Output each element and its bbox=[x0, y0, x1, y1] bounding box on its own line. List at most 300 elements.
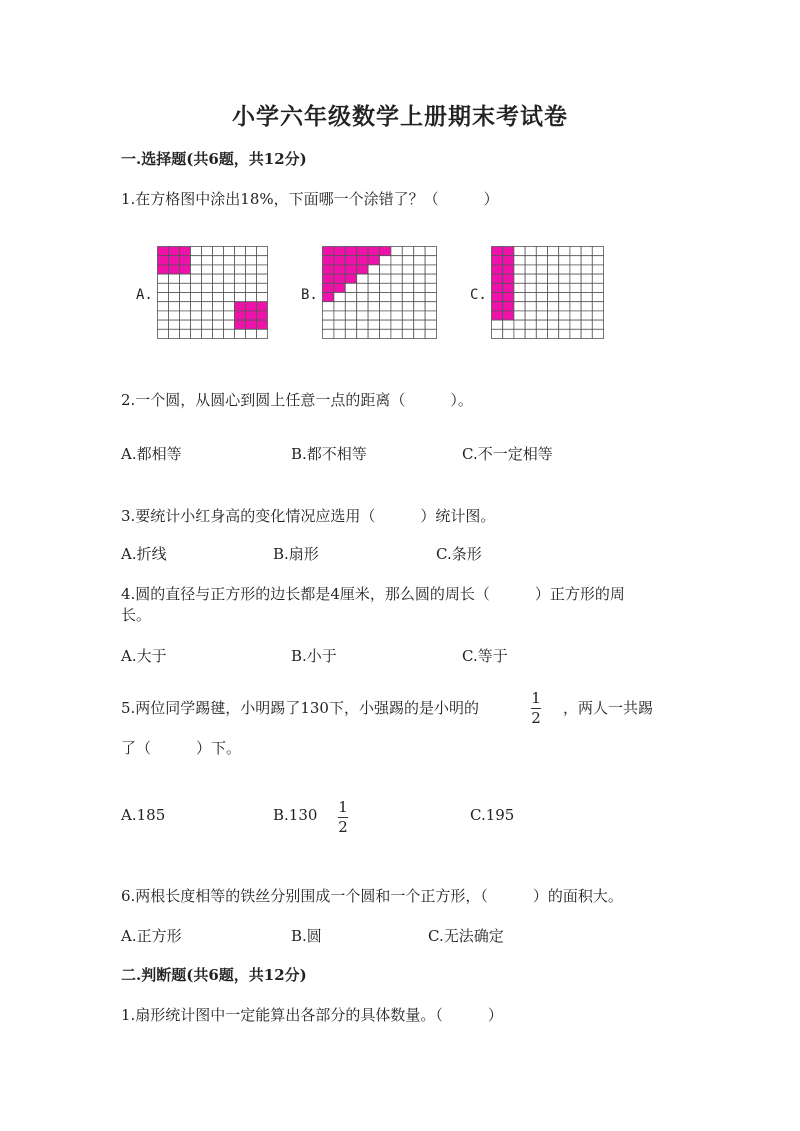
grid-cell bbox=[180, 293, 191, 302]
grid-cell-shaded bbox=[246, 320, 257, 329]
question-4-option-b[interactable]: B.小于 bbox=[291, 647, 337, 665]
grid-cell bbox=[180, 302, 191, 311]
grid-cell-shaded bbox=[492, 302, 503, 311]
grid-cell bbox=[191, 302, 202, 311]
grid-cell bbox=[213, 320, 224, 329]
grid-cell bbox=[169, 283, 180, 292]
grid-cell bbox=[414, 265, 425, 274]
grid-cell bbox=[202, 320, 213, 329]
grid-cell bbox=[525, 311, 536, 320]
grid-cell-shaded bbox=[492, 256, 503, 265]
grid-cell-shaded bbox=[492, 283, 503, 292]
grid-cell-shaded bbox=[257, 320, 268, 329]
grid-cell bbox=[257, 247, 268, 256]
grid-cell bbox=[191, 293, 202, 302]
grid-cell-shaded bbox=[357, 265, 368, 274]
grid-cell bbox=[514, 247, 525, 256]
grid-cell bbox=[402, 320, 413, 329]
grid-cell-shaded bbox=[503, 293, 514, 302]
grid-cell bbox=[158, 311, 169, 320]
grid-cell bbox=[246, 274, 257, 283]
grid-cell bbox=[202, 256, 213, 265]
grid-cell bbox=[559, 329, 570, 338]
grid-cell-shaded bbox=[235, 302, 246, 311]
grid-cell bbox=[191, 247, 202, 256]
grid-cell bbox=[257, 283, 268, 292]
grid-cell bbox=[235, 274, 246, 283]
grid-cell bbox=[224, 320, 235, 329]
grid-cell bbox=[368, 320, 379, 329]
grid-cell bbox=[391, 302, 402, 311]
grid-cell-shaded bbox=[235, 320, 246, 329]
grid-cell bbox=[503, 320, 514, 329]
grid-cell bbox=[592, 311, 603, 320]
grid-cell bbox=[334, 311, 345, 320]
grid-cell bbox=[581, 283, 592, 292]
grid-cell bbox=[414, 293, 425, 302]
grid-cell bbox=[559, 265, 570, 274]
grid-cell bbox=[169, 302, 180, 311]
grid-cell bbox=[345, 311, 356, 320]
grid-cell bbox=[536, 247, 547, 256]
grid-cell bbox=[391, 256, 402, 265]
grid-cell bbox=[414, 247, 425, 256]
grid-cell bbox=[202, 274, 213, 283]
grid-cell bbox=[570, 302, 581, 311]
grid-cell-shaded bbox=[368, 247, 379, 256]
grid-cell bbox=[514, 320, 525, 329]
grid-cell bbox=[402, 274, 413, 283]
grid-cell bbox=[525, 320, 536, 329]
grid-cell bbox=[257, 329, 268, 338]
grid-cell bbox=[514, 274, 525, 283]
grid-cell bbox=[224, 256, 235, 265]
grid-cell-shaded bbox=[503, 311, 514, 320]
grid-cell bbox=[224, 274, 235, 283]
question-3-text: 3.要统计小红身高的变化情况应选用（ ）统计图。 bbox=[121, 507, 496, 525]
grid-cell bbox=[380, 256, 391, 265]
grid-cell bbox=[402, 247, 413, 256]
question-4-option-a[interactable]: A.大于 bbox=[121, 647, 167, 665]
grid-cell bbox=[425, 293, 436, 302]
grid-cell bbox=[492, 329, 503, 338]
grid-cell bbox=[425, 302, 436, 311]
grid-cell bbox=[570, 256, 581, 265]
grid-cell bbox=[202, 247, 213, 256]
grid-cell bbox=[213, 247, 224, 256]
grid-cell bbox=[357, 283, 368, 292]
grid-cell-shaded bbox=[357, 247, 368, 256]
grid-cell bbox=[570, 320, 581, 329]
fraction-numerator: 1 bbox=[338, 798, 348, 816]
grid-cell bbox=[169, 293, 180, 302]
grid-c bbox=[491, 246, 604, 339]
grid-cell bbox=[391, 274, 402, 283]
question-2-option-a[interactable]: A.都相等 bbox=[121, 445, 182, 463]
grid-cell bbox=[202, 311, 213, 320]
grid-cell bbox=[592, 274, 603, 283]
grid-cell bbox=[548, 274, 559, 283]
grid-cell bbox=[345, 320, 356, 329]
question-5-fraction bbox=[531, 690, 541, 727]
grid-cell bbox=[357, 274, 368, 283]
grid-cell bbox=[357, 320, 368, 329]
grid-cell bbox=[380, 293, 391, 302]
grid-cell bbox=[235, 283, 246, 292]
grid-cell bbox=[548, 293, 559, 302]
grid-cell bbox=[581, 274, 592, 283]
grid-cell bbox=[581, 320, 592, 329]
grid-cell-shaded bbox=[323, 293, 334, 302]
grid-cell bbox=[191, 283, 202, 292]
grid-a bbox=[157, 246, 268, 339]
grid-cell bbox=[402, 311, 413, 320]
grid-cell bbox=[525, 283, 536, 292]
grid-cell bbox=[158, 283, 169, 292]
grid-cell bbox=[548, 329, 559, 338]
grid-cell bbox=[525, 293, 536, 302]
grid-cell bbox=[581, 293, 592, 302]
grid-cell-shaded bbox=[169, 247, 180, 256]
grid-cell bbox=[559, 283, 570, 292]
grid-cell bbox=[548, 247, 559, 256]
grid-cell bbox=[592, 283, 603, 292]
grid-cell bbox=[536, 256, 547, 265]
grid-cell bbox=[391, 293, 402, 302]
grid-cell bbox=[246, 329, 257, 338]
grid-cell bbox=[213, 265, 224, 274]
grid-cell bbox=[414, 329, 425, 338]
grid-cell-shaded bbox=[246, 302, 257, 311]
grid-cell bbox=[368, 265, 379, 274]
grid-cell bbox=[592, 247, 603, 256]
grid-cell bbox=[246, 247, 257, 256]
grid-cell bbox=[570, 329, 581, 338]
grid-cell bbox=[548, 283, 559, 292]
grid-cell-shaded bbox=[345, 274, 356, 283]
grid-cell bbox=[559, 256, 570, 265]
grid-cell-shaded bbox=[169, 256, 180, 265]
grid-cell bbox=[581, 329, 592, 338]
question-5-text-line2: 了（ ）下。 bbox=[121, 739, 242, 757]
grid-cell bbox=[425, 320, 436, 329]
grid-cell bbox=[257, 293, 268, 302]
grid-cell bbox=[257, 256, 268, 265]
grid-cell bbox=[548, 320, 559, 329]
grid-cell bbox=[191, 256, 202, 265]
question-5-option-a[interactable]: A.185 bbox=[121, 806, 166, 824]
grid-cell bbox=[180, 329, 191, 338]
grid-cell bbox=[334, 302, 345, 311]
grid-cell bbox=[581, 311, 592, 320]
grid-cell bbox=[525, 247, 536, 256]
grid-cell bbox=[425, 274, 436, 283]
grid-cell bbox=[213, 302, 224, 311]
fraction-denominator: 2 bbox=[531, 709, 541, 727]
grid-cell bbox=[334, 320, 345, 329]
grid-cell bbox=[391, 320, 402, 329]
grid-cell bbox=[425, 283, 436, 292]
grid-cell bbox=[536, 283, 547, 292]
grid-cell bbox=[169, 311, 180, 320]
grid-cell bbox=[334, 293, 345, 302]
grid-cell bbox=[224, 283, 235, 292]
grid-cell-shaded bbox=[492, 311, 503, 320]
grid-cell bbox=[570, 311, 581, 320]
grid-cell bbox=[536, 265, 547, 274]
grid-cell bbox=[592, 320, 603, 329]
grid-cell bbox=[414, 283, 425, 292]
grid-b-label: B. bbox=[301, 287, 318, 303]
grid-cell bbox=[368, 302, 379, 311]
question-4-text-line2: 长。 bbox=[121, 606, 152, 624]
grid-cell bbox=[380, 311, 391, 320]
grid-cell bbox=[213, 329, 224, 338]
grid-cell bbox=[391, 311, 402, 320]
grid-cell bbox=[525, 274, 536, 283]
grid-cell bbox=[581, 302, 592, 311]
grid-cell-shaded bbox=[492, 293, 503, 302]
section-heading-choice: 一.选择题(共6题，共12分) bbox=[121, 150, 307, 168]
grid-cell-shaded bbox=[503, 256, 514, 265]
question-5-option-b[interactable]: B.130 bbox=[273, 806, 318, 824]
grid-cell bbox=[224, 247, 235, 256]
grid-cell bbox=[380, 265, 391, 274]
grid-cell bbox=[514, 302, 525, 311]
question-3-option-c[interactable]: C.条形 bbox=[436, 545, 482, 563]
grid-cell bbox=[213, 283, 224, 292]
question-3-option-a[interactable]: A.折线 bbox=[121, 545, 167, 563]
grid-cell bbox=[514, 329, 525, 338]
grid-cell bbox=[414, 302, 425, 311]
grid-cell-shaded bbox=[380, 247, 391, 256]
grid-cell bbox=[402, 302, 413, 311]
grid-cell-shaded bbox=[503, 283, 514, 292]
grid-cell bbox=[592, 256, 603, 265]
grid-cell bbox=[158, 302, 169, 311]
grid-cell bbox=[380, 302, 391, 311]
grid-b bbox=[322, 246, 437, 339]
grid-cell bbox=[213, 293, 224, 302]
grid-cell bbox=[191, 311, 202, 320]
grid-cell bbox=[525, 302, 536, 311]
grid-cell bbox=[592, 265, 603, 274]
grid-cell-shaded bbox=[257, 302, 268, 311]
grid-cell-shaded bbox=[169, 265, 180, 274]
grid-cell bbox=[536, 311, 547, 320]
grid-cell bbox=[158, 329, 169, 338]
grid-cell bbox=[581, 247, 592, 256]
grid-cell bbox=[380, 329, 391, 338]
grid-cell bbox=[425, 265, 436, 274]
grid-cell bbox=[180, 311, 191, 320]
grid-cell bbox=[492, 320, 503, 329]
question-2-text: 2.一个圆，从圆心到圆上任意一点的距离（ ）。 bbox=[121, 391, 473, 409]
grid-cell bbox=[559, 320, 570, 329]
grid-cell bbox=[191, 329, 202, 338]
grid-cell bbox=[235, 265, 246, 274]
grid-cell bbox=[235, 256, 246, 265]
grid-cell-shaded bbox=[323, 283, 334, 292]
grid-cell-shaded bbox=[180, 247, 191, 256]
grid-cell bbox=[548, 302, 559, 311]
grid-cell bbox=[180, 320, 191, 329]
grid-cell bbox=[323, 311, 334, 320]
question-5-text-before: 5.两位同学踢毽，小明踢了130下，小强踢的是小明的 bbox=[121, 699, 479, 717]
grid-cell bbox=[536, 329, 547, 338]
grid-cell bbox=[224, 329, 235, 338]
grid-cell bbox=[202, 283, 213, 292]
grid-cell bbox=[425, 256, 436, 265]
grid-cell bbox=[345, 283, 356, 292]
grid-cell bbox=[213, 274, 224, 283]
grid-cell bbox=[581, 256, 592, 265]
grid-cell bbox=[559, 293, 570, 302]
grid-cell bbox=[536, 293, 547, 302]
grid-cell bbox=[525, 256, 536, 265]
grid-cell-shaded bbox=[368, 256, 379, 265]
grid-cell bbox=[425, 311, 436, 320]
grid-cell-shaded bbox=[257, 311, 268, 320]
grid-cell bbox=[202, 329, 213, 338]
grid-cell bbox=[213, 256, 224, 265]
grid-cell bbox=[323, 329, 334, 338]
grid-cell bbox=[559, 311, 570, 320]
grid-cell bbox=[592, 329, 603, 338]
grid-cell-shaded bbox=[503, 265, 514, 274]
question-5-option-c[interactable]: C.195 bbox=[470, 806, 515, 824]
question-6-option-c[interactable]: C.无法确定 bbox=[428, 927, 504, 945]
grid-cell bbox=[380, 274, 391, 283]
grid-c-label: C. bbox=[470, 287, 487, 303]
grid-cell bbox=[213, 311, 224, 320]
grid-cell bbox=[368, 283, 379, 292]
grid-cell bbox=[559, 274, 570, 283]
grid-cell-shaded bbox=[323, 274, 334, 283]
grid-cell-shaded bbox=[323, 256, 334, 265]
grid-cell bbox=[169, 274, 180, 283]
grid-a-label: A. bbox=[136, 287, 153, 303]
grid-cell bbox=[357, 329, 368, 338]
grid-cell bbox=[357, 302, 368, 311]
grid-cell-shaded bbox=[180, 256, 191, 265]
fraction-numerator: 1 bbox=[531, 689, 541, 707]
question-3-option-b[interactable]: B.扇形 bbox=[273, 545, 319, 563]
grid-cell-shaded bbox=[334, 274, 345, 283]
grid-cell bbox=[570, 293, 581, 302]
question-4-option-c[interactable]: C.等于 bbox=[462, 647, 508, 665]
grid-cell-shaded bbox=[492, 265, 503, 274]
grid-cell bbox=[391, 283, 402, 292]
grid-cell bbox=[414, 274, 425, 283]
grid-cell bbox=[235, 293, 246, 302]
grid-cell bbox=[357, 293, 368, 302]
grid-cell bbox=[592, 293, 603, 302]
tf-question-1-text: 1.扇形统计图中一定能算出各部分的具体数量。（ ） bbox=[121, 1006, 503, 1024]
grid-cell-shaded bbox=[235, 311, 246, 320]
grid-cell-shaded bbox=[357, 256, 368, 265]
grid-cell bbox=[559, 247, 570, 256]
grid-cell bbox=[246, 256, 257, 265]
grid-cell bbox=[368, 293, 379, 302]
grid-cell bbox=[581, 265, 592, 274]
grid-cell bbox=[345, 293, 356, 302]
question-6-option-a[interactable]: A.正方形 bbox=[121, 927, 182, 945]
grid-cell bbox=[191, 320, 202, 329]
grid-cell bbox=[257, 274, 268, 283]
grid-cell-shaded bbox=[246, 311, 257, 320]
grid-cell bbox=[402, 329, 413, 338]
grid-cell-shaded bbox=[158, 247, 169, 256]
grid-cell bbox=[414, 320, 425, 329]
fraction-denominator: 2 bbox=[338, 818, 348, 836]
grid-cell bbox=[345, 302, 356, 311]
grid-cell bbox=[536, 302, 547, 311]
grid-cell bbox=[368, 274, 379, 283]
question-2-option-c[interactable]: C.不一定相等 bbox=[462, 445, 553, 463]
grid-cell bbox=[514, 265, 525, 274]
grid-cell bbox=[158, 274, 169, 283]
grid-cell bbox=[402, 283, 413, 292]
grid-cell bbox=[202, 265, 213, 274]
grid-cell bbox=[191, 265, 202, 274]
question-6-option-b[interactable]: B.圆 bbox=[291, 927, 322, 945]
grid-cell bbox=[202, 293, 213, 302]
grid-cell bbox=[235, 329, 246, 338]
grid-cell-shaded bbox=[158, 256, 169, 265]
grid-cell bbox=[402, 293, 413, 302]
grid-cell bbox=[224, 311, 235, 320]
question-1-text: 1.在方格图中涂出18%，下面哪一个涂错了？（ ） bbox=[121, 190, 499, 208]
grid-cell bbox=[380, 283, 391, 292]
grid-cell bbox=[380, 320, 391, 329]
grid-cell bbox=[514, 256, 525, 265]
grid-cell bbox=[548, 311, 559, 320]
grid-cell bbox=[246, 265, 257, 274]
grid-cell bbox=[548, 265, 559, 274]
grid-cell bbox=[503, 329, 514, 338]
grid-cell-shaded bbox=[323, 247, 334, 256]
grid-cell bbox=[525, 265, 536, 274]
grid-cell bbox=[235, 247, 246, 256]
grid-cell-shaded bbox=[503, 247, 514, 256]
grid-cell bbox=[536, 320, 547, 329]
grid-cell-shaded bbox=[345, 256, 356, 265]
grid-cell bbox=[180, 283, 191, 292]
grid-cell bbox=[224, 265, 235, 274]
grid-cell bbox=[514, 311, 525, 320]
grid-cell bbox=[570, 283, 581, 292]
grid-cell bbox=[180, 274, 191, 283]
page-title: 小学六年级数学上册期末考试卷 bbox=[232, 103, 568, 130]
grid-cell-shaded bbox=[503, 302, 514, 311]
grid-cell bbox=[345, 329, 356, 338]
grid-cell bbox=[368, 329, 379, 338]
grid-cell bbox=[559, 302, 570, 311]
question-5-option-b-fraction bbox=[338, 799, 348, 836]
grid-cell bbox=[548, 256, 559, 265]
grid-cell bbox=[158, 293, 169, 302]
section-heading-true-false: 二.判断题(共6题，共12分) bbox=[121, 966, 307, 984]
grid-cell bbox=[536, 274, 547, 283]
grid-cell bbox=[368, 311, 379, 320]
grid-cell bbox=[414, 311, 425, 320]
grid-cell-shaded bbox=[345, 247, 356, 256]
grid-cell-shaded bbox=[334, 247, 345, 256]
question-2-option-b[interactable]: B.都不相等 bbox=[291, 445, 367, 463]
grid-cell-shaded bbox=[345, 265, 356, 274]
grid-cell bbox=[525, 329, 536, 338]
